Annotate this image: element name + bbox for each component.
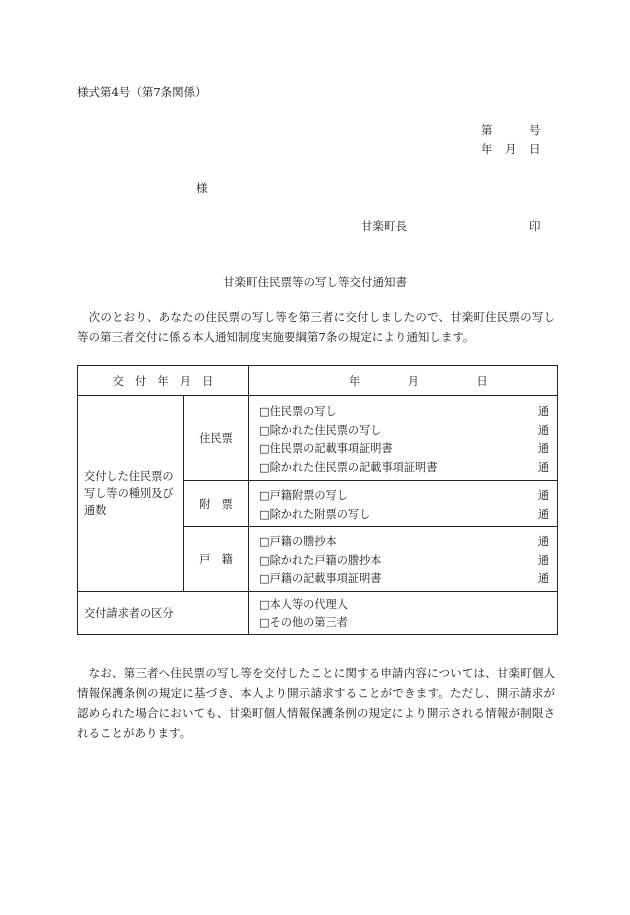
item-label: □戸籍附票の写し (259, 489, 348, 503)
item-label: □住民票の記載事項証明書 (259, 442, 393, 456)
kind-label-cell (78, 396, 184, 592)
intro-paragraph: 次のとおり、あなたの住民票の写し等を第三者に交付しましたので、甘楽町住民票の写し等の第三者交付に係る本人通知制度実施要綱第7条の規定により通知します。 (77, 310, 555, 344)
group-name-cell (184, 481, 249, 527)
group-name-cell (184, 396, 249, 481)
item-unit: 通 (537, 423, 550, 437)
item-unit: 通 (537, 489, 550, 503)
table-date-month: 月 (407, 374, 419, 388)
kind-label: 交付した住民票の写し等の種別及び通数 (84, 469, 174, 517)
list-item (259, 532, 549, 551)
item-unit: 通 (537, 507, 550, 521)
date-header-label: 交 付 年 月 日 (112, 374, 214, 388)
document-title: 甘楽町住民票等の写し等交付通知書 (223, 275, 407, 289)
option-label: □本人等の代理人 (259, 597, 348, 611)
doc-number-go: 号 (529, 123, 541, 137)
option-label: □その他の第三者 (259, 615, 348, 629)
fuhyo-items-cell (249, 481, 558, 527)
item-label: □除かれた住民票の写し (259, 423, 382, 437)
item-unit: 通 (537, 572, 550, 586)
header-date-month: 月 (505, 142, 517, 156)
item-label: □除かれた戸籍の謄抄本 (259, 553, 382, 567)
item-unit: 通 (537, 405, 550, 419)
list-item (259, 569, 549, 588)
date-value-cell (249, 366, 558, 396)
group-name-koseki: 戸 籍 (199, 552, 233, 566)
list-item (259, 551, 549, 570)
requester-options-cell (249, 591, 558, 634)
juminhyo-items-cell (249, 396, 558, 481)
header-date-day: 日 (529, 142, 541, 156)
header-date-year: 年 (481, 142, 493, 156)
requester-option (259, 613, 547, 631)
item-unit: 通 (537, 535, 550, 549)
date-header-cell (78, 366, 249, 396)
item-label: □戸籍の記載事項証明書 (259, 572, 382, 586)
issuer-seal: 印 (529, 219, 541, 233)
item-unit: 通 (537, 460, 550, 474)
doc-number-dai: 第 (481, 123, 493, 137)
item-label: □住民票の写し (259, 405, 337, 419)
requester-option (259, 595, 547, 613)
list-item (259, 505, 549, 524)
item-label: □除かれた附票の写し (259, 507, 371, 521)
item-label: □戸籍の謄抄本 (259, 535, 337, 549)
addressee-suffix: 様 (196, 181, 208, 195)
list-item (259, 421, 549, 440)
table-date-year: 年 (349, 374, 361, 388)
group-name-cell (184, 527, 249, 592)
group-name-juminhyo: 住民票 (199, 432, 233, 445)
list-item (259, 439, 549, 458)
form-number: 様式第4号（第7条関係） (77, 85, 207, 99)
list-item (259, 402, 549, 421)
requester-label-cell (78, 591, 249, 634)
koseki-items-cell (249, 527, 558, 592)
item-label: □除かれた住民票の記載事項証明書 (259, 460, 438, 474)
item-unit: 通 (537, 442, 550, 456)
table-date-day: 日 (476, 374, 488, 388)
issuer-name: 甘楽町長 (361, 219, 407, 233)
requester-label: 交付請求者の区分 (84, 606, 174, 620)
item-unit: 通 (537, 553, 550, 567)
delivery-table (77, 365, 558, 635)
group-name-fuhyo: 附 票 (199, 497, 233, 511)
list-item (259, 458, 549, 477)
note-paragraph: なお、第三者へ住民票の写し等を交付したことに関する申請内容については、甘楽町個人情報保護条例の規定に基づき、本人より開示請求することができます。ただし、開示請求が認められた場合においても、甘楽町個人情報保護条例の規定により開示される情報が制限されることがあります。 (77, 666, 555, 740)
list-item (259, 486, 549, 505)
